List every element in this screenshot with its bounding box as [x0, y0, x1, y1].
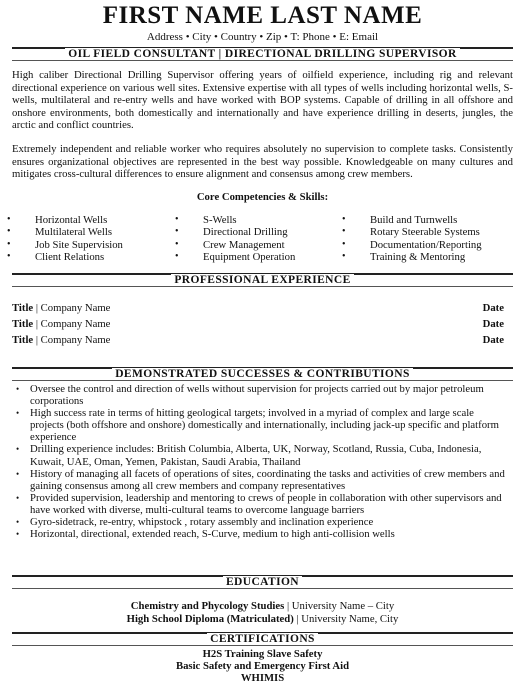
bullet-icon: • [16, 444, 20, 455]
competency-item: • Documentation/Reporting [342, 238, 482, 251]
competencies-column-3 [342, 214, 482, 263]
bullet-icon: • [7, 238, 11, 250]
successes-title: DEMONSTRATED SUCCESSES & CONTRIBUTIONS [112, 368, 413, 380]
school: | University Name, City [293, 613, 399, 625]
contact-line: Address • City • Country • Zip • T: Phone • E: Email [146, 31, 379, 43]
competency-item: • Crew Management [175, 238, 285, 251]
company-name: Company Name [40, 302, 111, 314]
bullet-icon: • [342, 238, 346, 250]
success-item: • Provided supervision, leadership and mentoring to crews of people in collaboration with other supervisors and have worked with diverse, multi-cultural teams to overcome language barriers [16, 491, 502, 516]
success-item: • Gyro-sidetrack, re-entry, whipstock , rotary assembly and inclination experience [16, 516, 374, 529]
successes-list [12, 383, 507, 540]
bullet-icon: • [342, 214, 346, 225]
competency-item: • Build and Turnwells [342, 214, 458, 226]
competency-item: • S-Wells [175, 214, 237, 226]
bullet-icon: • [16, 492, 20, 503]
certifications-title: CERTIFICATIONS [207, 633, 318, 645]
company-name: Company Name [40, 318, 111, 330]
bullet-icon: • [175, 214, 179, 225]
bullet-icon: • [16, 529, 20, 540]
competency-item: • Rotary Steerable Systems [342, 226, 480, 239]
competency-item: • Client Relations [7, 250, 105, 263]
headline-rule-bottom [12, 60, 513, 61]
certifications-band [12, 632, 513, 646]
competencies-column-2 [175, 214, 295, 263]
success-item: • Oversee the control and direction of wells without supervision for projects carried out by major petroleum corporations [16, 383, 484, 408]
bullet-icon: • [7, 226, 11, 238]
bullet-icon: • [175, 238, 179, 250]
candidate-name: FIRST NAME LAST NAME [102, 2, 423, 29]
success-item: • History of managing all facets of operations of sites, coordinating the tasks and activities of crew members and gaining consensus among all crew members and company representatives [16, 467, 505, 492]
education-band [12, 575, 513, 589]
summary-paragraph-2: Extremely independent and reliable worker who requires absolutely no supervision to complete tasks. Consistently ensures organizational objectives are represented in the best way possible. Knowledgeable on many cultures and mitigates cross-cultural differences to ensure alignment and consensus among crew members. [12, 143, 513, 180]
job-title: Title [12, 318, 34, 330]
degree: Chemistry and Phycology Studies [130, 600, 285, 612]
bullet-icon: • [16, 408, 20, 419]
competency-item: • Job Site Supervision [7, 238, 123, 251]
experience-band [12, 273, 513, 287]
headline-title: OIL FIELD CONSULTANT | DIRECTIONAL DRILLING SUPERVISOR [65, 48, 459, 60]
bullet-icon: • [16, 384, 20, 394]
bullet-icon: • [175, 250, 179, 262]
bullet-icon: • [175, 226, 179, 238]
job-date: Date [482, 302, 504, 314]
competencies-title: Core Competencies & Skills: [196, 191, 329, 203]
job-title: Title [12, 334, 34, 346]
experience-row: Title | Company Name Date [12, 334, 504, 346]
job-date: Date [482, 318, 504, 330]
experience-row: Title | Company Name Date [12, 318, 504, 330]
bullet-icon: • [342, 250, 346, 262]
education-row [0, 613, 525, 626]
degree: High School Diploma (Matriculated) [126, 613, 294, 625]
success-item: • Horizontal, directional, extended reach, S-Curve, medium to high anti-collision wells [16, 528, 395, 541]
certification-item: WHIMIS [240, 672, 285, 684]
success-item: • Drilling experience includes: British Columbia, Alberta, UK, Norway, Scotland, Russia, Cuba, Indonesia, Kuwait, UAE, Oman, Yemen, Pakistan, Saudi Arabia, Thailand [16, 443, 482, 468]
job-date: Date [482, 334, 504, 346]
success-item: • High success rate in terms of hitting geological targets; involved in a myriad of complex and large scale projects (both offshore and onshore) domestically and internationally, including jack-up specific and platform experience [16, 407, 499, 444]
bullet-icon: • [7, 250, 11, 262]
competency-item: • Equipment Operation [175, 250, 296, 263]
experience-title: PROFESSIONAL EXPERIENCE [171, 274, 353, 286]
certification-item: H2S Training Slave Safety [202, 648, 323, 660]
competency-item: • Directional Drilling [175, 226, 288, 239]
bullet-icon: • [16, 517, 20, 528]
competency-item: • Horizontal Wells [7, 214, 108, 226]
headline-band [12, 47, 513, 61]
job-title: Title [12, 302, 34, 314]
summary-paragraph-1: High caliber Directional Drilling Supervisor offering years of oilfield experience, including rig and relevant directional experience on various well sites. Extensive expertise with all types of wells including horizontal wells, S-wells, multilateral and re-entry wells and have worked with BOP systems. Capable of drilling in all offshore and onshore environments, both domestically and internationally and have experience drilling in deserts, jungles, the arctic and conflict countries. [12, 69, 513, 131]
bullet-icon: • [7, 214, 11, 225]
education-row [0, 600, 525, 613]
experience-row: Title | Company Name Date [12, 302, 504, 314]
certification-item: Basic Safety and Emergency First Aid [175, 660, 350, 672]
competencies-column-1 [7, 214, 123, 263]
bullet-icon: • [16, 468, 20, 479]
company-name: Company Name [40, 334, 111, 346]
successes-band [12, 367, 513, 381]
school: | University Name – City [284, 600, 395, 612]
competency-item: • Training & Mentoring [342, 250, 466, 263]
bullet-icon: • [342, 226, 346, 238]
education-title: EDUCATION [223, 576, 302, 588]
competency-item: • Multilateral Wells [7, 226, 113, 239]
